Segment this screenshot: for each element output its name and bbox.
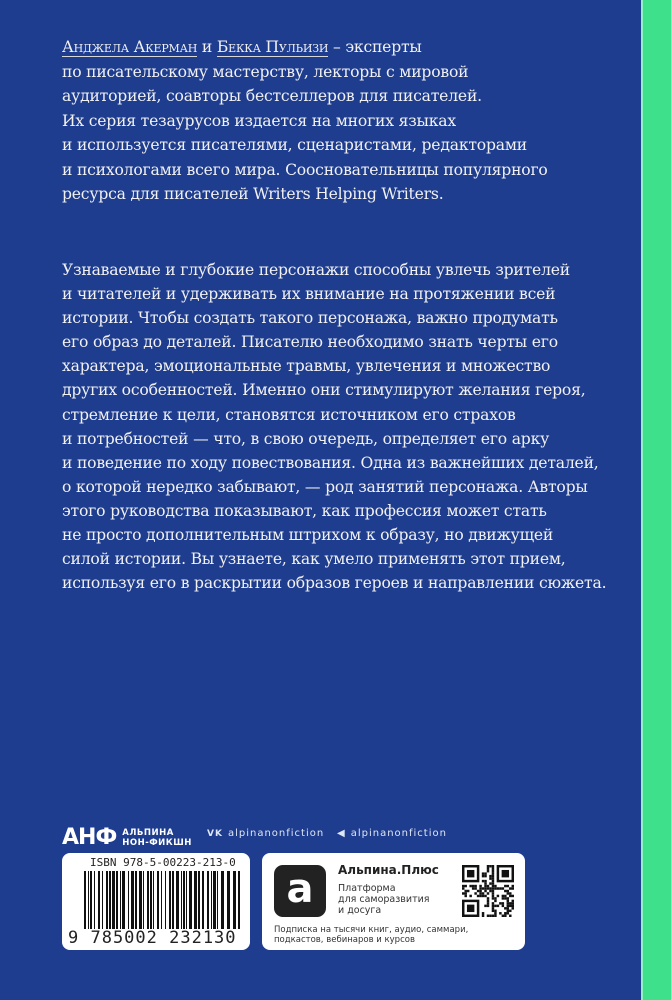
about-authors — [62, 35, 548, 207]
subtitle-line: и досуга — [338, 905, 382, 916]
description-line: этого руководства показывают, как профессия может стать — [62, 501, 547, 520]
conjunction: и — [197, 38, 217, 56]
about-line: по писательскому мастерству, лекторы с мировой — [62, 62, 469, 81]
qr-code-icon[interactable] — [462, 865, 514, 917]
description-line: и читателей и удерживать их внимание на протяжении всей — [62, 285, 556, 304]
description-line: и потребностей — что, в свою очередь, определяет его арку — [62, 429, 550, 448]
description-line: о которой нередко забывают, — род занятий персонажа. Авторы — [62, 477, 588, 496]
subtitle-line: для саморазвития — [338, 894, 430, 905]
ean-number: 9 785002 232130 — [68, 928, 237, 948]
alpina-plus-subtitle — [338, 883, 430, 916]
vk-handle: alpinanonfiction — [227, 828, 325, 839]
about-line: Их серия тезаурусов издается на многих языках — [62, 111, 456, 130]
description-line: его образ до деталей. Писателю необходимо знать черты его — [62, 333, 558, 352]
isbn-barcode — [62, 853, 250, 950]
authors-line — [62, 35, 548, 60]
alpina-plus-footer — [274, 925, 468, 945]
subtitle-line: Платформа — [338, 883, 396, 894]
description-line: Узнаваемые и глубокие персонажи способны увлечь зрителей — [62, 261, 571, 279]
description-line: используя его в раскрытии образов героев и направлении сюжета. — [62, 574, 607, 593]
about-line: и психологами всего мира. Соосновательницы популярного — [62, 160, 548, 179]
vk-icon: VK — [207, 828, 223, 839]
publisher-mark: АНФ — [62, 825, 117, 850]
description-line: не просто дополнительным штрихом к образу, но движущей — [62, 526, 554, 545]
description-line: и поведение по ходу повествования. Одна из важнейших деталей, — [62, 453, 599, 472]
publisher-name-1: АЛЬПИНА — [122, 827, 174, 838]
telegram-link[interactable] — [337, 828, 447, 839]
description-line: характера, эмоциональные травмы, увлечения и множество — [62, 357, 551, 376]
isbn-label: ISBN 978-5-00223-213-0 — [90, 856, 236, 869]
author-2: Бекка Пульизи — [216, 38, 329, 56]
description-line: силой истории. Вы узнаете, как умело применять этот прием, — [62, 550, 566, 569]
alpina-plus-app-icon: a — [274, 865, 326, 917]
author-1: Анджела Акерман — [62, 38, 198, 56]
barcode-icon — [84, 871, 242, 933]
book-description — [62, 258, 606, 595]
alpina-plus-title: Альпина.Плюс — [338, 863, 439, 877]
footer-line: Подписка на тысячи книг, аудио, саммари, — [274, 925, 469, 935]
authors-line-rest: – эксперты — [328, 38, 422, 56]
alpina-plus-ad — [262, 853, 525, 950]
description-line: стремление к цели, становятся источником его страхов — [62, 405, 516, 424]
publisher-logo — [62, 825, 192, 850]
about-line: аудиторией, соавторы бестселлеров для писателей. — [62, 87, 482, 105]
telegram-handle: alpinanonfiction — [350, 828, 447, 839]
about-line: ресурса для писателей Writers Helping Writers. — [62, 185, 444, 203]
footer-line: подкастов, вебинаров и курсов — [274, 935, 415, 945]
vk-link[interactable] — [207, 828, 324, 839]
description-line: других особенностей. Именно они стимулируют желания героя, — [62, 381, 586, 400]
description-line: истории. Чтобы создать такого персонажа, важно продумать — [62, 309, 558, 328]
publisher-name-2: НОН-ФИКШН — [122, 837, 192, 848]
book-spine — [641, 0, 671, 1000]
telegram-icon: ◀ — [337, 828, 346, 839]
about-line: и используется писателями, сценаристами, редакторами — [62, 136, 527, 154]
